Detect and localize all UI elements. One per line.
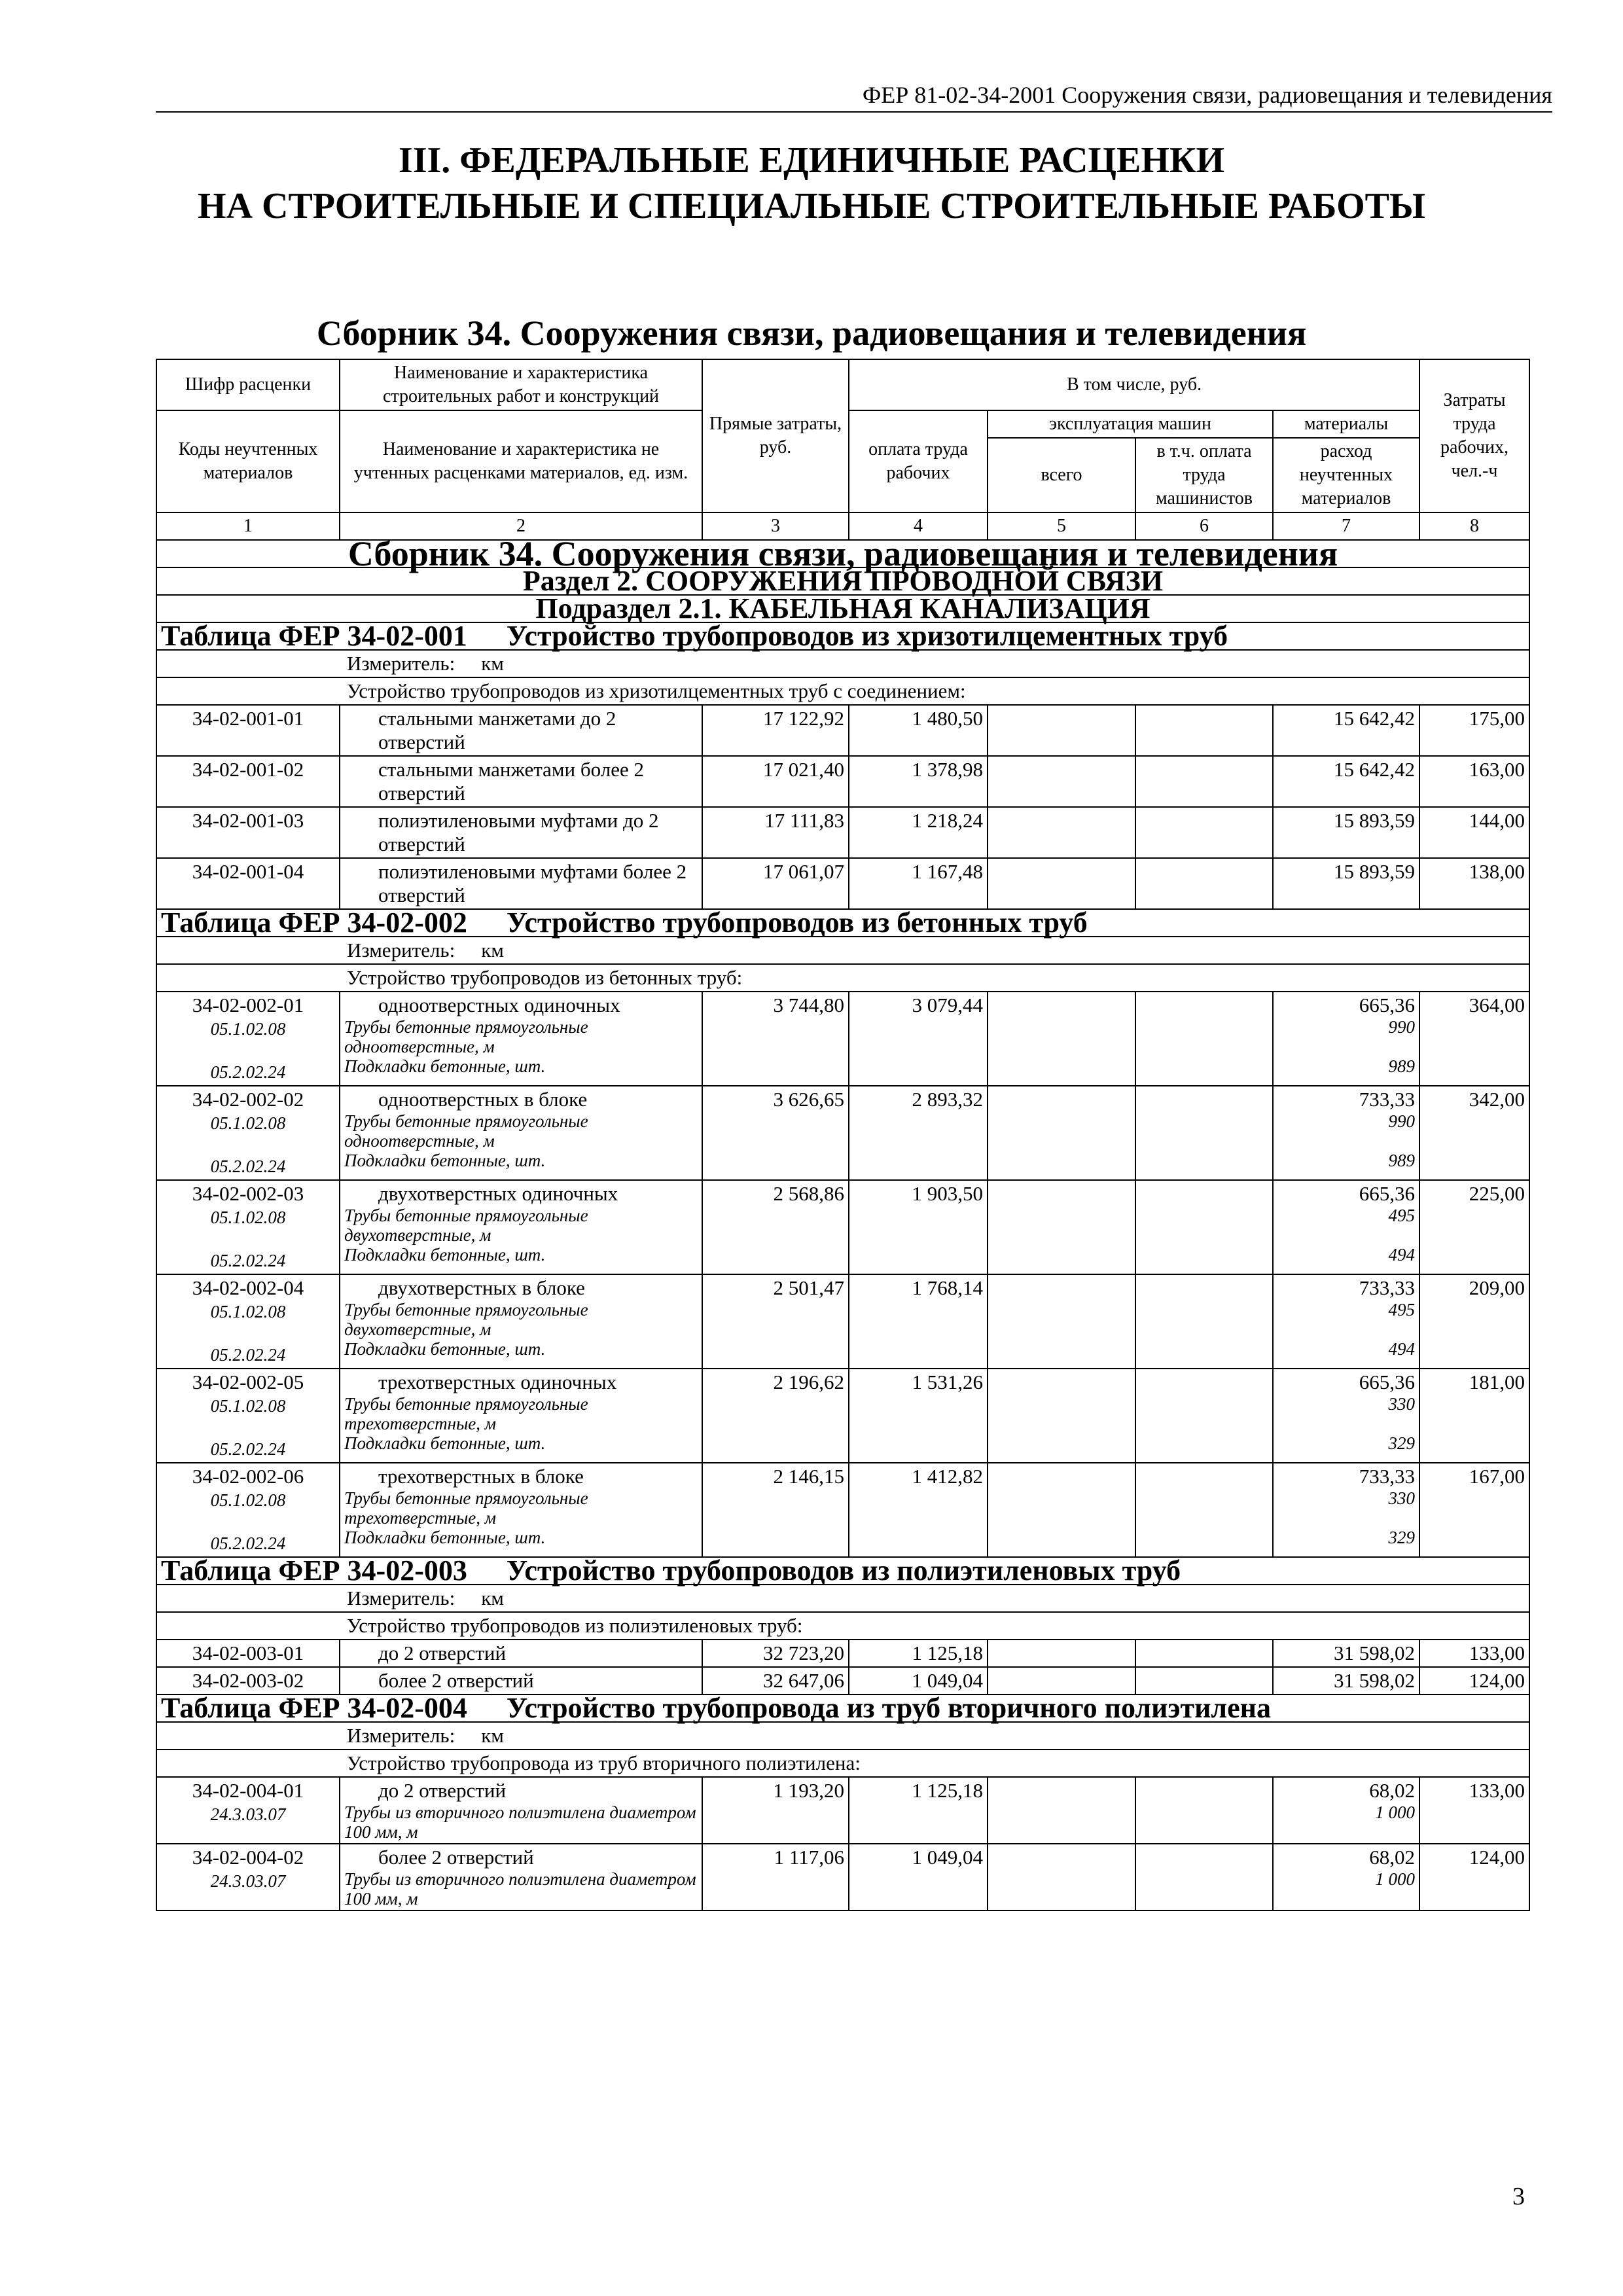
unit-cell	[156, 1722, 1529, 1749]
table-description-row	[156, 964, 1529, 992]
material-quantity: 329	[1388, 1433, 1416, 1453]
machines-total	[988, 1369, 1135, 1463]
material-name: Подкладки бетонные, шт.	[344, 1056, 546, 1076]
rate-code-cell	[156, 1086, 340, 1180]
rate-name-cell	[340, 1777, 702, 1844]
col-direct-header: Прямые затраты, руб.	[702, 359, 849, 512]
rate-name: до 2 отверстий	[378, 1779, 507, 1802]
materials-cost: 733,33	[1359, 1465, 1416, 1488]
material-code: 05.2.02.24	[210, 1345, 286, 1365]
col-name-header: Наименование и характеристика строительных работ и конструкций	[340, 359, 702, 410]
rate-name-cell	[340, 756, 702, 807]
direct-costs: 2 146,15	[702, 1463, 849, 1557]
labor-pay: 1 768,14	[849, 1274, 988, 1369]
materials-cost: 15 642,42	[1334, 758, 1416, 781]
labor-hours: 225,00	[1419, 1180, 1529, 1274]
rate-name: стальными манжетами более 2 отверстий	[378, 758, 644, 804]
unit-value: км	[481, 1587, 504, 1609]
labor-hours: 181,00	[1419, 1369, 1529, 1463]
rate-code-cell	[156, 807, 340, 858]
direct-costs: 2 501,47	[702, 1274, 849, 1369]
material-name: Трубы бетонные прямоугольные трехотверстные, м	[344, 1488, 588, 1528]
unit-row	[156, 1585, 1529, 1612]
labor-hours: 209,00	[1419, 1274, 1529, 1369]
machines-total	[988, 705, 1135, 756]
col-matnames-header: Наименование и характеристика не учтенных расценками материалов, ед. изм.	[340, 410, 702, 512]
material-name: Трубы бетонные прямоугольные одноотверстные, м	[344, 1111, 588, 1151]
materials-cell	[1273, 1463, 1419, 1557]
col-number: 2	[340, 512, 702, 540]
materials-cell	[1273, 1274, 1419, 1369]
machines-labor-pay	[1135, 756, 1273, 807]
unit-value: км	[481, 652, 504, 675]
rate-name-cell	[340, 1844, 702, 1910]
table-heading	[156, 1554, 1529, 1587]
col-labor-header: Затраты труда рабочих, чел.-ч	[1419, 359, 1529, 512]
material-quantity: 989	[1388, 1151, 1416, 1170]
rate-name: более 2 отверстий	[378, 1669, 534, 1692]
rate-row	[156, 1640, 1529, 1667]
rate-row	[156, 1844, 1529, 1910]
material-code: 24.3.03.07	[210, 1871, 286, 1891]
spacer	[1277, 1037, 1415, 1056]
materials-cost: 68,02	[1369, 1846, 1416, 1869]
materials-cost: 15 893,59	[1334, 809, 1416, 832]
rates-table	[156, 359, 1530, 1911]
rate-name-cell	[340, 807, 702, 858]
rate-code: 34-02-002-05	[192, 1371, 304, 1393]
table-description: Устройство трубопровода из труб вторичного полиэтилена:	[156, 1749, 1529, 1777]
col-number: 1	[156, 512, 340, 540]
material-code: 05.1.02.08	[210, 1302, 286, 1321]
material-name: Подкладки бетонные, шт.	[344, 1339, 546, 1359]
machines-labor-pay	[1135, 992, 1273, 1086]
rate-name: стальными манжетами до 2 отверстий	[378, 707, 616, 753]
unit-cell	[156, 650, 1529, 677]
rate-row	[156, 992, 1529, 1086]
materials-cell	[1273, 705, 1419, 756]
rate-row	[156, 1667, 1529, 1695]
table-code: Таблица ФЕР 34-02-004	[161, 1692, 467, 1724]
machines-total	[988, 756, 1135, 807]
col-number: 7	[1273, 512, 1419, 540]
labor-pay: 3 079,44	[849, 992, 988, 1086]
direct-costs: 17 021,40	[702, 756, 849, 807]
material-quantity: 990	[1388, 1017, 1416, 1037]
rate-row	[156, 756, 1529, 807]
table-description-row	[156, 677, 1529, 705]
col-materials-header: материалы	[1273, 410, 1419, 438]
spacer	[161, 1323, 335, 1343]
material-quantity: 330	[1388, 1394, 1416, 1414]
materials-cell	[1273, 1777, 1419, 1844]
table-heading-row	[156, 1557, 1529, 1585]
rate-name: полиэтиленовыми муфтами до 2 отверстий	[378, 809, 659, 855]
spacer	[1277, 1225, 1415, 1245]
machines-total	[988, 1777, 1135, 1844]
direct-costs: 2 196,62	[702, 1369, 849, 1463]
rate-code: 34-02-001-04	[192, 860, 304, 883]
direct-costs: 3 744,80	[702, 992, 849, 1086]
table-heading	[156, 622, 1529, 650]
material-name: Подкладки бетонные, шт.	[344, 1245, 546, 1265]
rate-code: 34-02-004-01	[192, 1779, 304, 1802]
labor-pay: 1 125,18	[849, 1777, 988, 1844]
running-header	[156, 72, 1552, 113]
machines-total	[988, 858, 1135, 909]
material-quantity: 1 000	[1375, 1869, 1416, 1889]
material-quantity: 495	[1388, 1206, 1416, 1225]
rate-row	[156, 1274, 1529, 1369]
machines-labor-pay	[1135, 1640, 1273, 1667]
table-code: Таблица ФЕР 34-02-003	[161, 1554, 467, 1587]
labor-pay: 1 480,50	[849, 705, 988, 756]
material-quantity: 329	[1388, 1528, 1416, 1547]
material-code: 24.3.03.07	[210, 1804, 286, 1824]
labor-pay: 1 167,48	[849, 858, 988, 909]
col-materials-use-header: расход неучтенных материалов	[1273, 438, 1419, 512]
material-name: Трубы бетонные прямоугольные одноотверстные, м	[344, 1017, 588, 1056]
unit-cell	[156, 1585, 1529, 1612]
col-number: 4	[849, 512, 988, 540]
rate-code-cell	[156, 1640, 340, 1667]
section-title: Раздел 2. СООРУЖЕНИЯ ПРОВОДНОЙ СВЯЗИ	[156, 567, 1529, 595]
materials-cell	[1273, 1640, 1419, 1667]
machines-labor-pay	[1135, 1667, 1273, 1695]
material-quantity: 990	[1388, 1111, 1416, 1131]
main-title	[0, 137, 1623, 229]
rate-row	[156, 807, 1529, 858]
materials-cost: 665,36	[1359, 994, 1416, 1016]
spacer	[161, 1135, 335, 1155]
material-code: 05.1.02.08	[210, 1208, 286, 1227]
rate-name-cell	[340, 1640, 702, 1667]
rate-code: 34-02-002-04	[192, 1276, 304, 1299]
materials-cost: 665,36	[1359, 1371, 1416, 1393]
direct-costs: 1 117,06	[702, 1844, 849, 1910]
labor-pay: 1 412,82	[849, 1463, 988, 1557]
rates-table-body	[156, 359, 1529, 1910]
machines-total	[988, 992, 1135, 1086]
subsection-title: Подраздел 2.1. КАБЕЛЬНАЯ КАНАЛИЗАЦИЯ	[156, 595, 1529, 622]
col-machines-labor-header: в т.ч. оплата труда машинистов	[1135, 438, 1273, 512]
rate-code: 34-02-002-03	[192, 1182, 304, 1205]
rate-code-cell	[156, 1180, 340, 1274]
machines-total	[988, 807, 1135, 858]
machines-total	[988, 1463, 1135, 1557]
rate-name-cell	[340, 705, 702, 756]
labor-hours: 133,00	[1419, 1777, 1529, 1844]
materials-cost: 665,36	[1359, 1182, 1416, 1205]
table-title: Устройство трубопроводов из хризотилцементных труб	[506, 620, 1228, 652]
running-title: ФЕР 81-02-34-2001 Сооружения связи, радиовещания и телевидения	[862, 82, 1552, 108]
rate-code-cell	[156, 1844, 340, 1910]
rate-code: 34-02-004-02	[192, 1846, 304, 1869]
machines-labor-pay	[1135, 1777, 1273, 1844]
rate-code-cell	[156, 1777, 340, 1844]
direct-costs: 3 626,65	[702, 1086, 849, 1180]
table-title: Устройство трубопровода из труб вторичного полиэтилена	[506, 1692, 1272, 1724]
spacer	[161, 1229, 335, 1249]
table-heading-row	[156, 909, 1529, 937]
rate-name-cell	[340, 1667, 702, 1695]
materials-cost: 733,33	[1359, 1088, 1416, 1111]
material-name: Трубы бетонные прямоугольные двухотверстные, м	[344, 1300, 588, 1339]
labor-pay: 1 378,98	[849, 756, 988, 807]
rate-row	[156, 858, 1529, 909]
machines-labor-pay	[1135, 1180, 1273, 1274]
unit-label: Измеритель:	[347, 1724, 455, 1747]
machines-total	[988, 1086, 1135, 1180]
machines-labor-pay	[1135, 1369, 1273, 1463]
col-number: 6	[1135, 512, 1273, 540]
direct-costs: 1 193,20	[702, 1777, 849, 1844]
material-quantity: 494	[1388, 1339, 1416, 1359]
labor-hours: 175,00	[1419, 705, 1529, 756]
machines-total	[988, 1667, 1135, 1695]
material-name: Трубы из вторичного полиэтилена диаметром 100 мм, м	[344, 1869, 696, 1909]
table-code: Таблица ФЕР 34-02-002	[161, 906, 467, 939]
unit-row	[156, 937, 1529, 964]
table-description-row	[156, 1749, 1529, 1777]
collection-title: Сборник 34. Сооружения связи, радиовещания и телевидения	[316, 314, 1307, 353]
unit-label: Измеритель:	[347, 1587, 455, 1609]
rate-code-cell	[156, 1274, 340, 1369]
col-pay-header: оплата труда рабочих	[849, 410, 988, 512]
direct-costs: 32 647,06	[702, 1667, 849, 1695]
labor-pay: 1 049,04	[849, 1844, 988, 1910]
material-code: 05.1.02.08	[210, 1490, 286, 1510]
material-quantity: 989	[1388, 1056, 1416, 1076]
rate-code-cell	[156, 1369, 340, 1463]
table-code: Таблица ФЕР 34-02-001	[161, 620, 467, 652]
main-title-line-1: III. ФЕДЕРАЛЬНЫЕ ЕДИНИЧНЫЕ РАСЦЕНКИ	[398, 140, 1225, 181]
labor-pay: 2 893,32	[849, 1086, 988, 1180]
col-number: 5	[988, 512, 1135, 540]
table-heading	[156, 906, 1529, 939]
material-code: 05.1.02.08	[210, 1396, 286, 1416]
machines-total	[988, 1640, 1135, 1667]
rate-name: двухотверстных одиночных	[378, 1182, 618, 1205]
rate-code: 34-02-002-01	[192, 994, 304, 1016]
page-number: 3	[1512, 2183, 1525, 2210]
unit-label: Измеритель:	[347, 652, 455, 675]
material-code: 05.2.02.24	[210, 1251, 286, 1270]
rate-row	[156, 1369, 1529, 1463]
material-quantity: 494	[1388, 1245, 1416, 1265]
material-code: 05.2.02.24	[210, 1157, 286, 1176]
materials-cell	[1273, 807, 1419, 858]
table-heading	[156, 1692, 1529, 1724]
unit-row	[156, 1722, 1529, 1749]
rate-code-cell	[156, 1667, 340, 1695]
material-name: Трубы из вторичного полиэтилена диаметром 100 мм, м	[344, 1803, 696, 1842]
materials-cell	[1273, 858, 1419, 909]
rate-name-cell	[340, 1463, 702, 1557]
rate-code-cell	[156, 992, 340, 1086]
rate-code: 34-02-002-02	[192, 1088, 304, 1111]
rate-row	[156, 1463, 1529, 1557]
labor-hours: 163,00	[1419, 756, 1529, 807]
spacer	[161, 1418, 335, 1437]
rate-name: трехотверстных в блоке	[378, 1465, 584, 1488]
header-row-1	[156, 359, 1529, 410]
machines-labor-pay	[1135, 1844, 1273, 1910]
rate-code-cell	[156, 1463, 340, 1557]
labor-pay: 1 049,04	[849, 1667, 988, 1695]
rate-code-cell	[156, 705, 340, 756]
rate-code: 34-02-003-02	[192, 1669, 304, 1692]
rate-name-cell	[340, 1086, 702, 1180]
machines-total	[988, 1844, 1135, 1910]
table-description: Устройство трубопроводов из полиэтиленовых труб:	[156, 1612, 1529, 1640]
direct-costs: 17 061,07	[702, 858, 849, 909]
machines-total	[988, 1180, 1135, 1274]
labor-hours: 364,00	[1419, 992, 1529, 1086]
material-name: Подкладки бетонные, шт.	[344, 1433, 546, 1453]
machines-labor-pay	[1135, 1274, 1273, 1369]
rate-code: 34-02-001-02	[192, 758, 304, 781]
material-name: Трубы бетонные прямоугольные трехотверстные, м	[344, 1394, 588, 1433]
labor-hours: 133,00	[1419, 1640, 1529, 1667]
rate-name-cell	[340, 992, 702, 1086]
col-machines-total-header: всего	[988, 438, 1135, 512]
materials-cost: 31 598,02	[1334, 1641, 1416, 1664]
unit-cell	[156, 937, 1529, 964]
spacer	[1277, 1414, 1415, 1433]
col-number: 3	[702, 512, 849, 540]
material-quantity: 495	[1388, 1300, 1416, 1319]
materials-cost: 733,33	[1359, 1276, 1416, 1299]
direct-costs: 2 568,86	[702, 1180, 849, 1274]
labor-pay: 1 218,24	[849, 807, 988, 858]
material-code: 05.2.02.24	[210, 1534, 286, 1553]
rate-row	[156, 1180, 1529, 1274]
table-description: Устройство трубопроводов из бетонных труб:	[156, 964, 1529, 992]
table-heading-row	[156, 1695, 1529, 1722]
col-code-header: Шифр расценки	[156, 359, 340, 410]
labor-hours: 144,00	[1419, 807, 1529, 858]
material-code: 05.2.02.24	[210, 1439, 286, 1459]
col-matcodes-header: Коды неучтенных материалов	[156, 410, 340, 512]
material-quantity: 330	[1388, 1488, 1416, 1508]
labor-pay: 1 531,26	[849, 1369, 988, 1463]
labor-hours: 124,00	[1419, 1844, 1529, 1910]
machines-labor-pay	[1135, 858, 1273, 909]
materials-cost: 31 598,02	[1334, 1669, 1416, 1692]
rate-name: до 2 отверстий	[378, 1641, 507, 1664]
materials-cell	[1273, 1086, 1419, 1180]
rate-name: более 2 отверстий	[378, 1846, 534, 1869]
labor-hours: 124,00	[1419, 1667, 1529, 1695]
table-heading-row	[156, 622, 1529, 650]
materials-cost: 15 893,59	[1334, 860, 1416, 883]
rate-name: полиэтиленовыми муфтами более 2 отверстий	[378, 860, 687, 906]
materials-cell	[1273, 756, 1419, 807]
rate-name-cell	[340, 858, 702, 909]
labor-hours: 138,00	[1419, 858, 1529, 909]
rate-name-cell	[340, 1180, 702, 1274]
materials-cell	[1273, 1667, 1419, 1695]
labor-pay: 1 125,18	[849, 1640, 988, 1667]
rate-code: 34-02-001-01	[192, 707, 304, 730]
materials-cell	[1273, 1844, 1419, 1910]
machines-labor-pay	[1135, 807, 1273, 858]
rate-name: одноотверстных в блоке	[378, 1088, 588, 1111]
labor-hours: 167,00	[1419, 1463, 1529, 1557]
table-description: Устройство трубопроводов из хризотилцементных труб с соединением:	[156, 677, 1529, 705]
col-machines-header: эксплуатация машин	[988, 410, 1273, 438]
materials-cost: 15 642,42	[1334, 707, 1416, 730]
table-title: Устройство трубопроводов из бетонных труб	[506, 906, 1088, 939]
spacer	[1277, 1508, 1415, 1528]
unit-value: км	[481, 939, 504, 961]
machines-labor-pay	[1135, 705, 1273, 756]
unit-label: Измеритель:	[347, 939, 455, 961]
spacer	[1277, 1131, 1415, 1151]
rate-name-cell	[340, 1274, 702, 1369]
unit-value: км	[481, 1724, 504, 1747]
col-incl-header: В том числе, руб.	[849, 359, 1419, 410]
material-code: 05.1.02.08	[210, 1019, 286, 1039]
machines-labor-pay	[1135, 1086, 1273, 1180]
rate-row	[156, 705, 1529, 756]
material-code: 05.2.02.24	[210, 1062, 286, 1082]
material-name: Подкладки бетонные, шт.	[344, 1528, 546, 1547]
rate-code: 34-02-003-01	[192, 1641, 304, 1664]
direct-costs: 17 122,92	[702, 705, 849, 756]
subsection-row	[156, 595, 1529, 622]
table-title: Устройство трубопроводов из полиэтиленовых труб	[506, 1554, 1181, 1587]
main-title-line-2: НА СТРОИТЕЛЬНЫЕ И СПЕЦИАЛЬНЫЕ СТРОИТЕЛЬНЫЕ РАБОТЫ	[198, 186, 1425, 226]
materials-cost: 68,02	[1369, 1779, 1416, 1802]
table-description-row	[156, 1612, 1529, 1640]
rate-name: трехотверстных одиночных	[378, 1371, 617, 1393]
rate-row	[156, 1086, 1529, 1180]
labor-hours: 342,00	[1419, 1086, 1529, 1180]
direct-costs: 32 723,20	[702, 1640, 849, 1667]
labor-pay: 1 903,50	[849, 1180, 988, 1274]
materials-cell	[1273, 1369, 1419, 1463]
spacer	[161, 1041, 335, 1060]
col-number: 8	[1419, 512, 1529, 540]
rate-code: 34-02-001-03	[192, 809, 304, 832]
rate-name-cell	[340, 1369, 702, 1463]
machines-total	[988, 1274, 1135, 1369]
materials-cell	[1273, 992, 1419, 1086]
collection-row	[156, 540, 1529, 567]
rate-row	[156, 1777, 1529, 1844]
unit-row	[156, 650, 1529, 677]
rate-code-cell	[156, 858, 340, 909]
rate-code: 34-02-002-06	[192, 1465, 304, 1488]
section-collection-title: Сборник 34. Сооружения связи, радиовещания и телевидения	[156, 540, 1529, 567]
rate-code-cell	[156, 756, 340, 807]
machines-labor-pay	[1135, 1463, 1273, 1557]
rate-name: двухотверстных в блоке	[378, 1276, 585, 1299]
materials-cell	[1273, 1180, 1419, 1274]
rate-name: одноотверстных одиночных	[378, 994, 620, 1016]
material-code: 05.1.02.08	[210, 1113, 286, 1133]
direct-costs: 17 111,83	[702, 807, 849, 858]
spacer	[161, 1512, 335, 1532]
material-name: Трубы бетонные прямоугольные двухотверстные, м	[344, 1206, 588, 1245]
spacer	[1277, 1319, 1415, 1339]
material-name: Подкладки бетонные, шт.	[344, 1151, 546, 1170]
material-quantity: 1 000	[1375, 1803, 1416, 1822]
